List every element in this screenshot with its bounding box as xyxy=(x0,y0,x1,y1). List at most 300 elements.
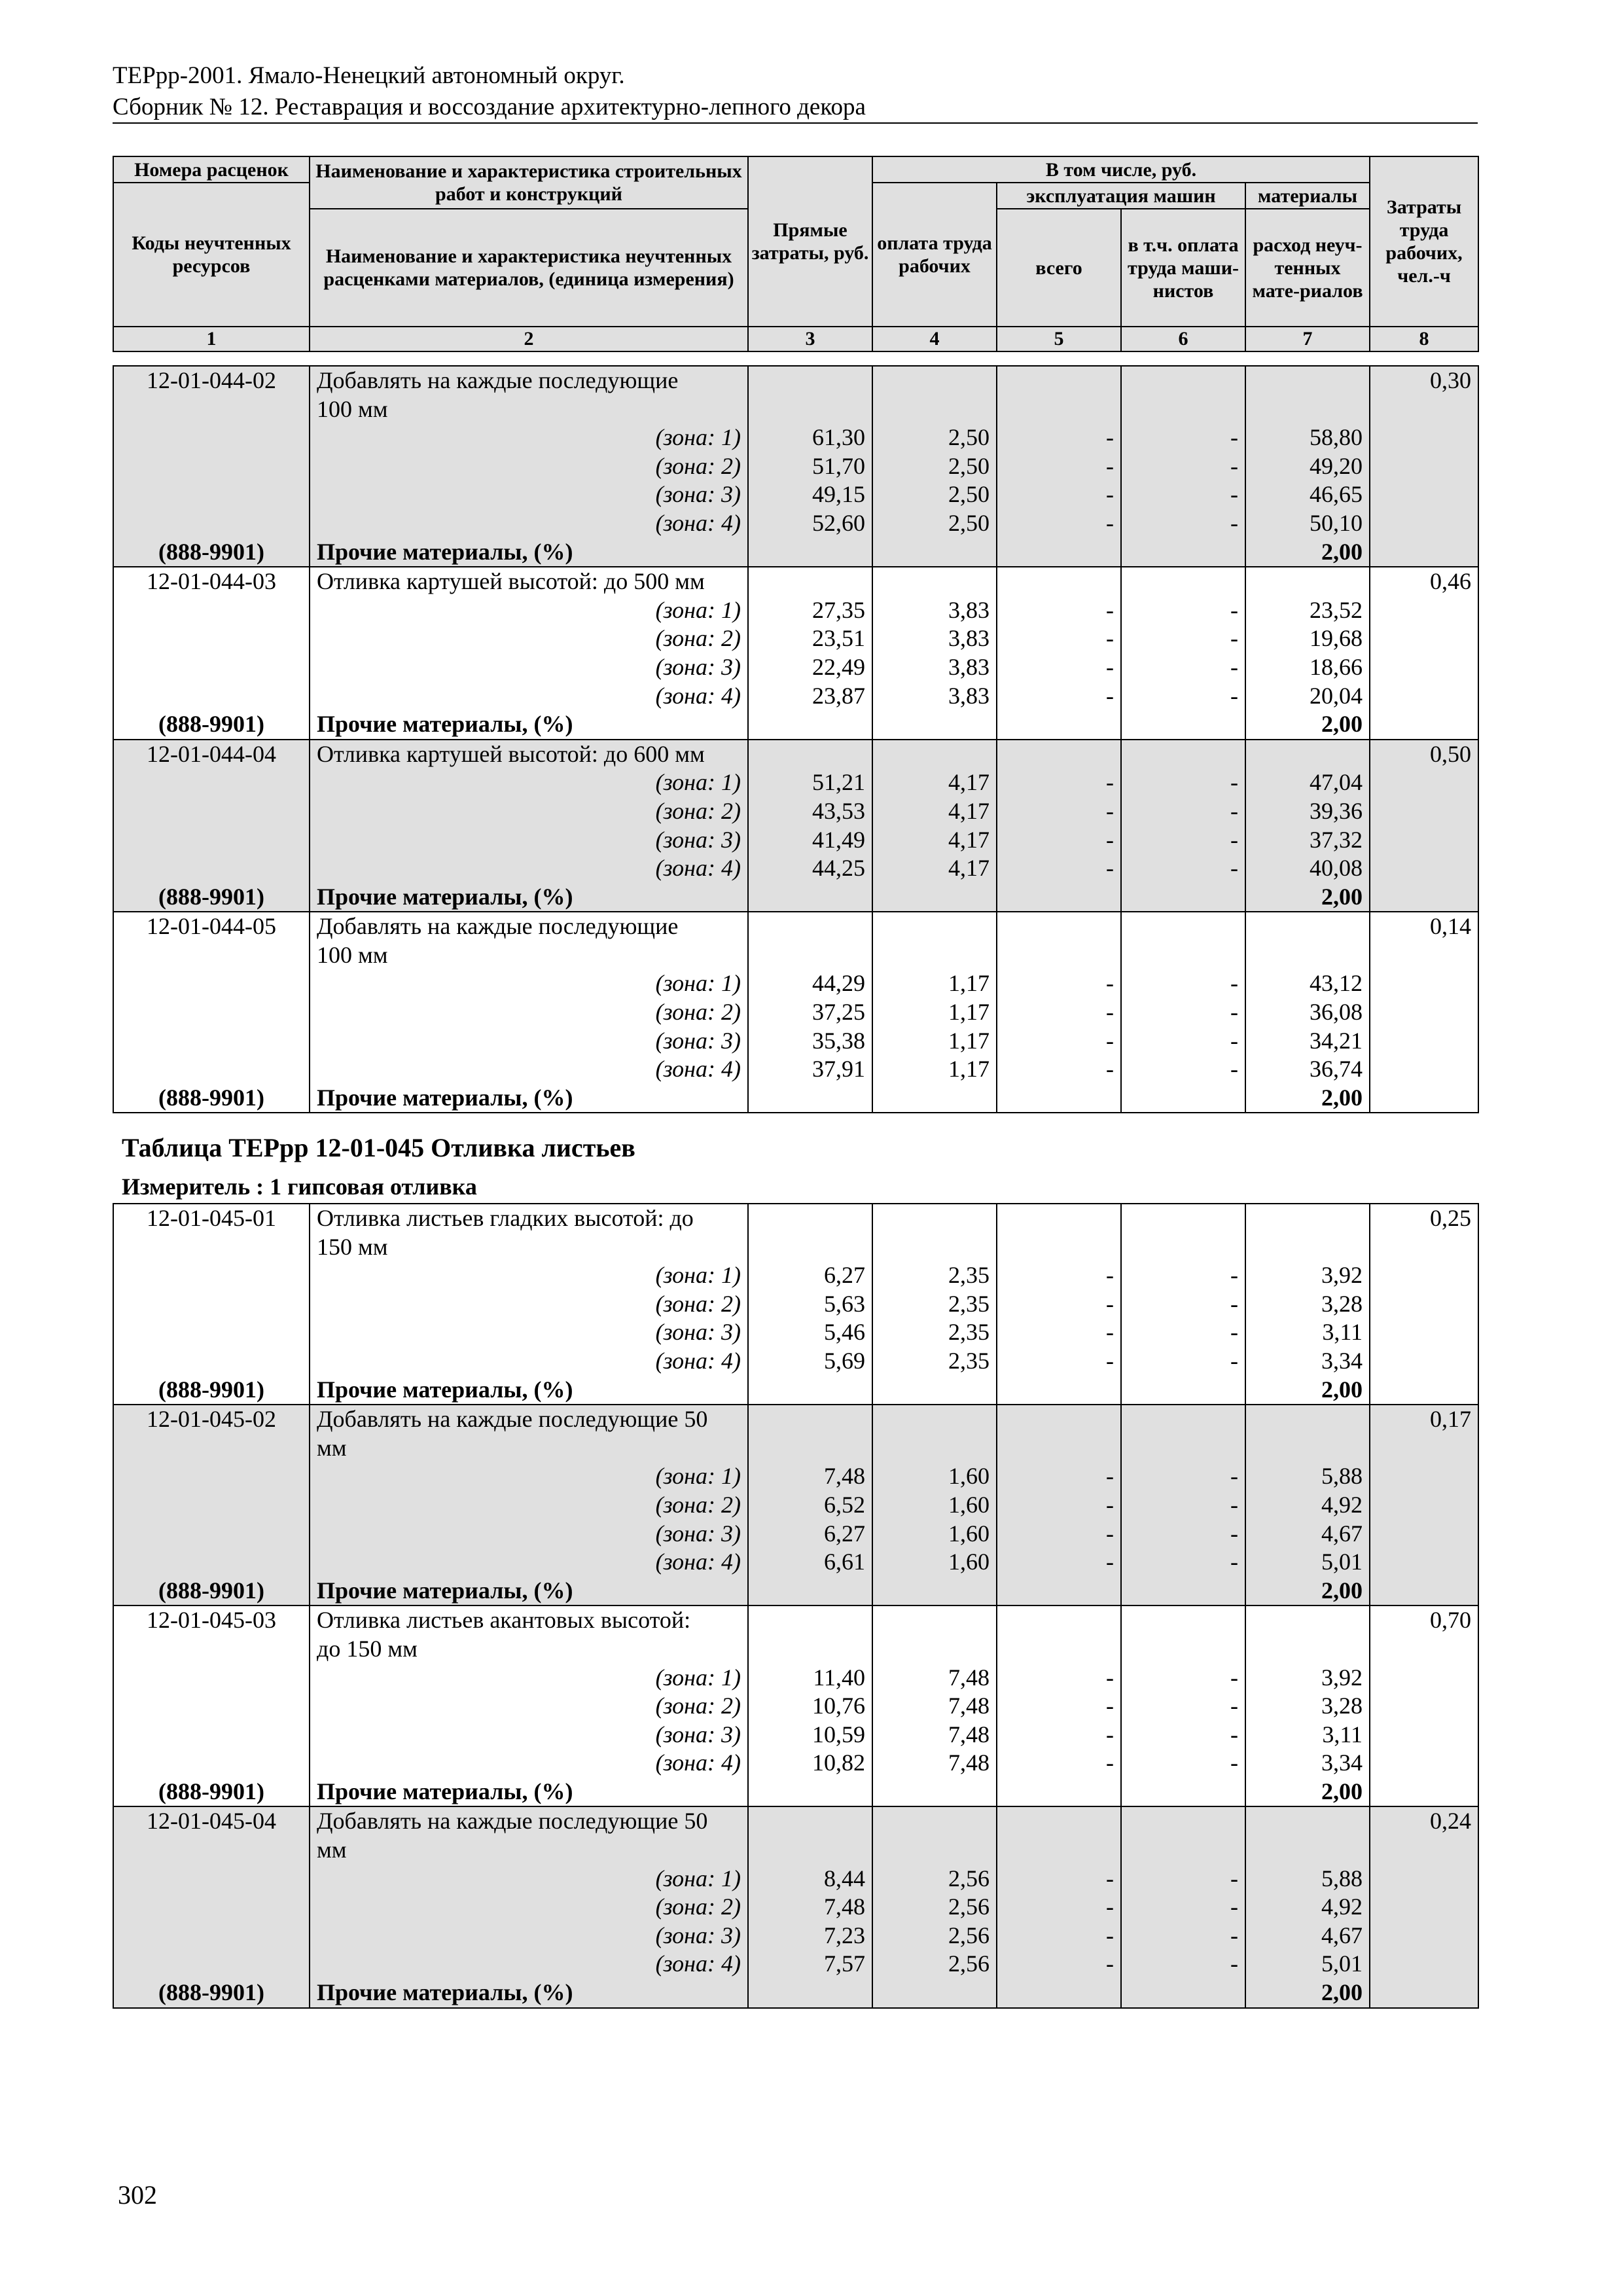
table-row xyxy=(113,452,1478,481)
cell-c8 xyxy=(1370,1376,1478,1405)
cell-c4 xyxy=(872,1204,997,1233)
cell-c4: 2,35 xyxy=(872,1261,997,1290)
table-row xyxy=(113,1692,1478,1721)
cell-c8: 0,17 xyxy=(1370,1405,1478,1434)
cell-c1: 12-01-044-02 xyxy=(113,366,310,395)
cell-c6: - xyxy=(1121,1520,1245,1549)
header-machinists-pay: в т.ч. оплата труда маши-нистов xyxy=(1121,209,1245,327)
cell-c6 xyxy=(1121,941,1245,970)
cell-c4: 2,56 xyxy=(872,1893,997,1922)
cell-c2: мм xyxy=(310,1836,748,1865)
column-number: 4 xyxy=(872,327,997,351)
cell-c3 xyxy=(748,1806,872,1836)
cell-c5: - xyxy=(997,1347,1121,1376)
cell-c7: 19,68 xyxy=(1245,624,1370,653)
cell-c7: 49,20 xyxy=(1245,452,1370,481)
cell-c5: - xyxy=(997,1520,1121,1549)
cell-c6: - xyxy=(1121,826,1245,855)
cell-c5: - xyxy=(997,624,1121,653)
cell-c7: 4,92 xyxy=(1245,1491,1370,1520)
cell-c2: Прочие материалы, (%) xyxy=(310,1084,748,1113)
cell-c5: - xyxy=(997,998,1121,1027)
cell-c6: - xyxy=(1121,1664,1245,1693)
cell-c2: (зона: 1) xyxy=(310,1462,748,1491)
cell-c4 xyxy=(872,740,997,769)
column-number: 2 xyxy=(310,327,748,351)
cell-c4: 3,83 xyxy=(872,596,997,625)
cell-c7: 39,36 xyxy=(1245,797,1370,826)
cell-c5: - xyxy=(997,1922,1121,1950)
cell-c3 xyxy=(748,1577,872,1606)
cell-c7: 37,32 xyxy=(1245,826,1370,855)
cell-c6: - xyxy=(1121,1692,1245,1721)
cell-c3: 8,44 xyxy=(748,1865,872,1893)
cell-c2: Добавлять на каждые последующие 50 xyxy=(310,1806,748,1836)
cell-c1 xyxy=(113,1233,310,1262)
cell-c3: 27,35 xyxy=(748,596,872,625)
cell-c7: 3,34 xyxy=(1245,1347,1370,1376)
cell-c7 xyxy=(1245,567,1370,596)
header-workers-pay: оплата труда рабочих xyxy=(872,183,997,327)
cell-c8 xyxy=(1370,1290,1478,1319)
cell-c1: (888-9901) xyxy=(113,1084,310,1113)
cell-c5: - xyxy=(997,653,1121,682)
header-machines: эксплуатация машин xyxy=(997,183,1245,209)
cell-c2: (зона: 1) xyxy=(310,596,748,625)
cell-c7: 50,10 xyxy=(1245,509,1370,538)
cell-c6: - xyxy=(1121,452,1245,481)
table-row xyxy=(113,1664,1478,1693)
cell-c8 xyxy=(1370,710,1478,740)
cell-c5: - xyxy=(997,1721,1121,1749)
cell-c7: 23,52 xyxy=(1245,596,1370,625)
cell-c5 xyxy=(997,538,1121,567)
table-row xyxy=(113,480,1478,509)
table-row xyxy=(113,1922,1478,1950)
cell-c8 xyxy=(1370,480,1478,509)
cell-c4: 2,56 xyxy=(872,1922,997,1950)
table-row xyxy=(113,538,1478,567)
cell-c4: 1,60 xyxy=(872,1462,997,1491)
cell-c3 xyxy=(748,912,872,941)
table-row xyxy=(113,1721,1478,1749)
cell-c8 xyxy=(1370,1922,1478,1950)
running-header-line1: ТЕРрр-2001. Ямало-Ненецкий автономный округ. xyxy=(113,62,625,89)
cell-c3 xyxy=(748,538,872,567)
cell-c5: - xyxy=(997,1261,1121,1290)
cell-c4 xyxy=(872,1806,997,1836)
cell-c6: - xyxy=(1121,969,1245,998)
cell-c3 xyxy=(748,1635,872,1664)
cell-c7 xyxy=(1245,1434,1370,1463)
cell-c2: Добавлять на каждые последующие 50 xyxy=(310,1405,748,1434)
header-rate-numbers: Номера расценок xyxy=(113,156,310,183)
cell-c4: 4,17 xyxy=(872,797,997,826)
cell-c7: 2,00 xyxy=(1245,1376,1370,1405)
cell-c8 xyxy=(1370,395,1478,424)
cell-c8 xyxy=(1370,1893,1478,1922)
cell-c5: - xyxy=(997,1548,1121,1577)
cell-c6: - xyxy=(1121,998,1245,1027)
cell-c7: 34,21 xyxy=(1245,1027,1370,1056)
cell-c2: 100 мм xyxy=(310,941,748,970)
table-row xyxy=(113,969,1478,998)
cell-c4 xyxy=(872,1434,997,1463)
cell-c5 xyxy=(997,1778,1121,1807)
cell-c4: 2,50 xyxy=(872,452,997,481)
cell-c6: - xyxy=(1121,1749,1245,1778)
table-row xyxy=(113,1233,1478,1262)
cell-c2: (зона: 2) xyxy=(310,1290,748,1319)
table-row xyxy=(113,1027,1478,1056)
table-row xyxy=(113,768,1478,797)
cell-c6 xyxy=(1121,1204,1245,1233)
cell-c1 xyxy=(113,682,310,711)
cell-c5 xyxy=(997,1204,1121,1233)
cell-c2: (зона: 2) xyxy=(310,1491,748,1520)
cell-c1 xyxy=(113,1865,310,1893)
cell-c7: 3,92 xyxy=(1245,1261,1370,1290)
cell-c7 xyxy=(1245,395,1370,424)
cell-c8 xyxy=(1370,826,1478,855)
cell-c5: - xyxy=(997,1664,1121,1693)
cell-c3: 6,27 xyxy=(748,1261,872,1290)
cell-c3 xyxy=(748,567,872,596)
cell-c2: Отливка листьев акантовых высотой: xyxy=(310,1605,748,1635)
header-labor-costs: Затраты труда рабочих, чел.-ч xyxy=(1370,156,1478,327)
cell-c3: 10,82 xyxy=(748,1749,872,1778)
table-row xyxy=(113,1548,1478,1577)
cell-c3 xyxy=(748,1084,872,1113)
cell-c7: 18,66 xyxy=(1245,653,1370,682)
cell-c6 xyxy=(1121,1434,1245,1463)
cell-c6 xyxy=(1121,366,1245,395)
cell-c1 xyxy=(113,969,310,998)
table-row xyxy=(113,1950,1478,1979)
table-row xyxy=(113,1434,1478,1463)
cell-c1 xyxy=(113,1836,310,1865)
cell-c5 xyxy=(997,1635,1121,1664)
table-row xyxy=(113,1347,1478,1376)
table-row xyxy=(113,1865,1478,1893)
column-number: 1 xyxy=(113,327,310,351)
cell-c4 xyxy=(872,1635,997,1664)
table-row xyxy=(113,1635,1478,1664)
cell-c8 xyxy=(1370,1979,1478,2008)
cell-c8 xyxy=(1370,1055,1478,1084)
cell-c8 xyxy=(1370,682,1478,711)
table-row xyxy=(113,710,1478,740)
cell-c4 xyxy=(872,1979,997,2008)
cell-c4: 3,83 xyxy=(872,682,997,711)
cell-c8 xyxy=(1370,1434,1478,1463)
cell-c6: - xyxy=(1121,854,1245,883)
cell-c3 xyxy=(748,1605,872,1635)
cell-c5 xyxy=(997,1084,1121,1113)
column-number: 8 xyxy=(1370,327,1478,351)
cell-c1 xyxy=(113,1027,310,1056)
cell-c8 xyxy=(1370,1491,1478,1520)
cell-c8: 0,50 xyxy=(1370,740,1478,769)
cell-c8 xyxy=(1370,1836,1478,1865)
table-row xyxy=(113,567,1478,596)
table-row xyxy=(113,423,1478,452)
cell-c2: (зона: 3) xyxy=(310,1520,748,1549)
cell-c6: - xyxy=(1121,1290,1245,1319)
cell-c4: 7,48 xyxy=(872,1692,997,1721)
cell-c4: 7,48 xyxy=(872,1664,997,1693)
cell-c3 xyxy=(748,740,872,769)
rates-table-044 xyxy=(113,365,1479,1113)
cell-c2: (зона: 1) xyxy=(310,969,748,998)
cell-c1: (888-9901) xyxy=(113,1778,310,1807)
cell-c1 xyxy=(113,1318,310,1347)
cell-c2: Отливка картушей высотой: до 500 мм xyxy=(310,567,748,596)
cell-c8 xyxy=(1370,1749,1478,1778)
cell-c4: 1,17 xyxy=(872,969,997,998)
cell-c7: 2,00 xyxy=(1245,1778,1370,1807)
cell-c1 xyxy=(113,1347,310,1376)
cell-c7: 3,28 xyxy=(1245,1692,1370,1721)
cell-c1: (888-9901) xyxy=(113,538,310,567)
cell-c3: 22,49 xyxy=(748,653,872,682)
header-rule xyxy=(113,122,1478,124)
cell-c7 xyxy=(1245,1233,1370,1262)
cell-c5: - xyxy=(997,596,1121,625)
cell-c5 xyxy=(997,567,1121,596)
cell-c7: 5,88 xyxy=(1245,1462,1370,1491)
cell-c5: - xyxy=(997,423,1121,452)
cell-c5 xyxy=(997,740,1121,769)
cell-c7: 4,67 xyxy=(1245,1520,1370,1549)
cell-c5 xyxy=(997,1836,1121,1865)
table-row xyxy=(113,1520,1478,1549)
cell-c7 xyxy=(1245,1204,1370,1233)
cell-c5: - xyxy=(997,1950,1121,1979)
cell-c3 xyxy=(748,395,872,424)
cell-c4 xyxy=(872,1605,997,1635)
cell-c5: - xyxy=(997,1290,1121,1319)
cell-c2: (зона: 3) xyxy=(310,480,748,509)
cell-c6 xyxy=(1121,710,1245,740)
cell-c3: 5,63 xyxy=(748,1290,872,1319)
cell-c4: 4,17 xyxy=(872,854,997,883)
cell-c1 xyxy=(113,1635,310,1664)
cell-c8 xyxy=(1370,883,1478,912)
cell-c4 xyxy=(872,1836,997,1865)
cell-c2: Прочие материалы, (%) xyxy=(310,538,748,567)
cell-c8 xyxy=(1370,538,1478,567)
cell-c4: 7,48 xyxy=(872,1721,997,1749)
cell-c1: (888-9901) xyxy=(113,1577,310,1606)
cell-c3: 44,25 xyxy=(748,854,872,883)
cell-c3: 7,48 xyxy=(748,1462,872,1491)
cell-c1: (888-9901) xyxy=(113,1979,310,2008)
cell-c8 xyxy=(1370,1721,1478,1749)
cell-c5 xyxy=(997,1577,1121,1606)
cell-c3 xyxy=(748,1204,872,1233)
cell-c3: 37,91 xyxy=(748,1055,872,1084)
cell-c1: 12-01-044-03 xyxy=(113,567,310,596)
header-machines-total: всего xyxy=(997,209,1121,327)
cell-c6: - xyxy=(1121,596,1245,625)
cell-c2: Прочие материалы, (%) xyxy=(310,1979,748,2008)
cell-c6 xyxy=(1121,740,1245,769)
cell-c3 xyxy=(748,1778,872,1807)
cell-c5: - xyxy=(997,480,1121,509)
table-row xyxy=(113,1376,1478,1405)
cell-c8 xyxy=(1370,1577,1478,1606)
table-row xyxy=(113,1055,1478,1084)
cell-c6: - xyxy=(1121,1055,1245,1084)
cell-c2: (зона: 4) xyxy=(310,854,748,883)
cell-c1 xyxy=(113,768,310,797)
cell-c6 xyxy=(1121,1635,1245,1664)
cell-c1 xyxy=(113,1721,310,1749)
cell-c7 xyxy=(1245,740,1370,769)
cell-c4: 2,35 xyxy=(872,1290,997,1319)
cell-c5: - xyxy=(997,1491,1121,1520)
cell-c3: 6,52 xyxy=(748,1491,872,1520)
cell-c3: 49,15 xyxy=(748,480,872,509)
cell-c7: 3,34 xyxy=(1245,1749,1370,1778)
cell-c2: (зона: 4) xyxy=(310,682,748,711)
header-material-name: Наименование и характеристика неучтенных расценками материалов, (единица измерения) xyxy=(310,209,748,327)
cell-c8 xyxy=(1370,423,1478,452)
cell-c3 xyxy=(748,1233,872,1262)
cell-c7: 4,92 xyxy=(1245,1893,1370,1922)
cell-c7: 2,00 xyxy=(1245,710,1370,740)
cell-c6: - xyxy=(1121,653,1245,682)
header-direct-costs: Прямые затраты, руб. xyxy=(748,156,872,327)
cell-c6 xyxy=(1121,1836,1245,1865)
cell-c3: 37,25 xyxy=(748,998,872,1027)
cell-c6 xyxy=(1121,1605,1245,1635)
cell-c3: 7,57 xyxy=(748,1950,872,1979)
cell-c4: 2,50 xyxy=(872,480,997,509)
cell-c2: мм xyxy=(310,1434,748,1463)
cell-c1 xyxy=(113,826,310,855)
cell-c4: 4,17 xyxy=(872,826,997,855)
cell-c1 xyxy=(113,1261,310,1290)
cell-c2: (зона: 1) xyxy=(310,1261,748,1290)
cell-c3 xyxy=(748,883,872,912)
cell-c5 xyxy=(997,1405,1121,1434)
table-row xyxy=(113,596,1478,625)
header-work-name: Наименование и характеристика строительных работ и конструкций xyxy=(310,156,748,209)
cell-c7: 47,04 xyxy=(1245,768,1370,797)
cell-c1 xyxy=(113,1290,310,1319)
table-row xyxy=(113,1778,1478,1807)
cell-c3: 51,21 xyxy=(748,768,872,797)
cell-c2: Прочие материалы, (%) xyxy=(310,1577,748,1606)
header-including: В том числе, руб. xyxy=(872,156,1370,183)
cell-c3: 35,38 xyxy=(748,1027,872,1056)
measure-unit: Измеритель : 1 гипсовая отливка xyxy=(122,1174,477,1200)
cell-c2: Добавлять на каждые последующие xyxy=(310,366,748,395)
table-row xyxy=(113,1836,1478,1865)
cell-c8: 0,25 xyxy=(1370,1204,1478,1233)
cell-c5: - xyxy=(997,1055,1121,1084)
cell-c3: 51,70 xyxy=(748,452,872,481)
cell-c6: - xyxy=(1121,1318,1245,1347)
cell-c6: - xyxy=(1121,1261,1245,1290)
cell-c1 xyxy=(113,423,310,452)
table-row xyxy=(113,682,1478,711)
table-row xyxy=(113,797,1478,826)
table-row xyxy=(113,624,1478,653)
cell-c8 xyxy=(1370,854,1478,883)
cell-c4: 1,17 xyxy=(872,998,997,1027)
cell-c2: (зона: 4) xyxy=(310,1347,748,1376)
cell-c4 xyxy=(872,941,997,970)
cell-c1 xyxy=(113,1692,310,1721)
cell-c4: 2,56 xyxy=(872,1865,997,1893)
cell-c1: 12-01-045-03 xyxy=(113,1605,310,1635)
cell-c1 xyxy=(113,1491,310,1520)
cell-c5: - xyxy=(997,682,1121,711)
cell-c2: Отливка картушей высотой: до 600 мм xyxy=(310,740,748,769)
cell-c7: 2,00 xyxy=(1245,1084,1370,1113)
cell-c4: 2,50 xyxy=(872,423,997,452)
cell-c2: (зона: 1) xyxy=(310,1664,748,1693)
cell-c4 xyxy=(872,366,997,395)
cell-c4: 1,17 xyxy=(872,1027,997,1056)
cell-c2: (зона: 3) xyxy=(310,1922,748,1950)
cell-c6 xyxy=(1121,1577,1245,1606)
cell-c2: (зона: 2) xyxy=(310,797,748,826)
cell-c4 xyxy=(872,1084,997,1113)
cell-c5: - xyxy=(997,1865,1121,1893)
cell-c1: 12-01-044-04 xyxy=(113,740,310,769)
cell-c1: 12-01-045-02 xyxy=(113,1405,310,1434)
cell-c2: (зона: 3) xyxy=(310,1027,748,1056)
cell-c4: 1,60 xyxy=(872,1548,997,1577)
cell-c2: до 150 мм xyxy=(310,1635,748,1664)
cell-c1 xyxy=(113,941,310,970)
table-row xyxy=(113,1749,1478,1778)
cell-c5 xyxy=(997,883,1121,912)
cell-c8 xyxy=(1370,509,1478,538)
cell-c1 xyxy=(113,1749,310,1778)
cell-c6 xyxy=(1121,538,1245,567)
cell-c8 xyxy=(1370,624,1478,653)
header-materials: материалы xyxy=(1245,183,1370,209)
cell-c6: - xyxy=(1121,1548,1245,1577)
table-row xyxy=(113,1290,1478,1319)
cell-c2: Прочие материалы, (%) xyxy=(310,883,748,912)
cell-c1 xyxy=(113,1548,310,1577)
cell-c2: 150 мм xyxy=(310,1233,748,1262)
cell-c5: - xyxy=(997,1318,1121,1347)
cell-c6 xyxy=(1121,1778,1245,1807)
cell-c4: 4,17 xyxy=(872,768,997,797)
cell-c5 xyxy=(997,1376,1121,1405)
cell-c4 xyxy=(872,1233,997,1262)
cell-c8: 0,46 xyxy=(1370,567,1478,596)
cell-c5: - xyxy=(997,1893,1121,1922)
cell-c3: 10,59 xyxy=(748,1721,872,1749)
cell-c7 xyxy=(1245,1635,1370,1664)
cell-c5: - xyxy=(997,1027,1121,1056)
cell-c2: Отливка листьев гладких высотой: до xyxy=(310,1204,748,1233)
cell-c7: 5,01 xyxy=(1245,1548,1370,1577)
cell-c1 xyxy=(113,1055,310,1084)
cell-c6 xyxy=(1121,883,1245,912)
cell-c7 xyxy=(1245,366,1370,395)
cell-c4 xyxy=(872,912,997,941)
cell-c1 xyxy=(113,624,310,653)
